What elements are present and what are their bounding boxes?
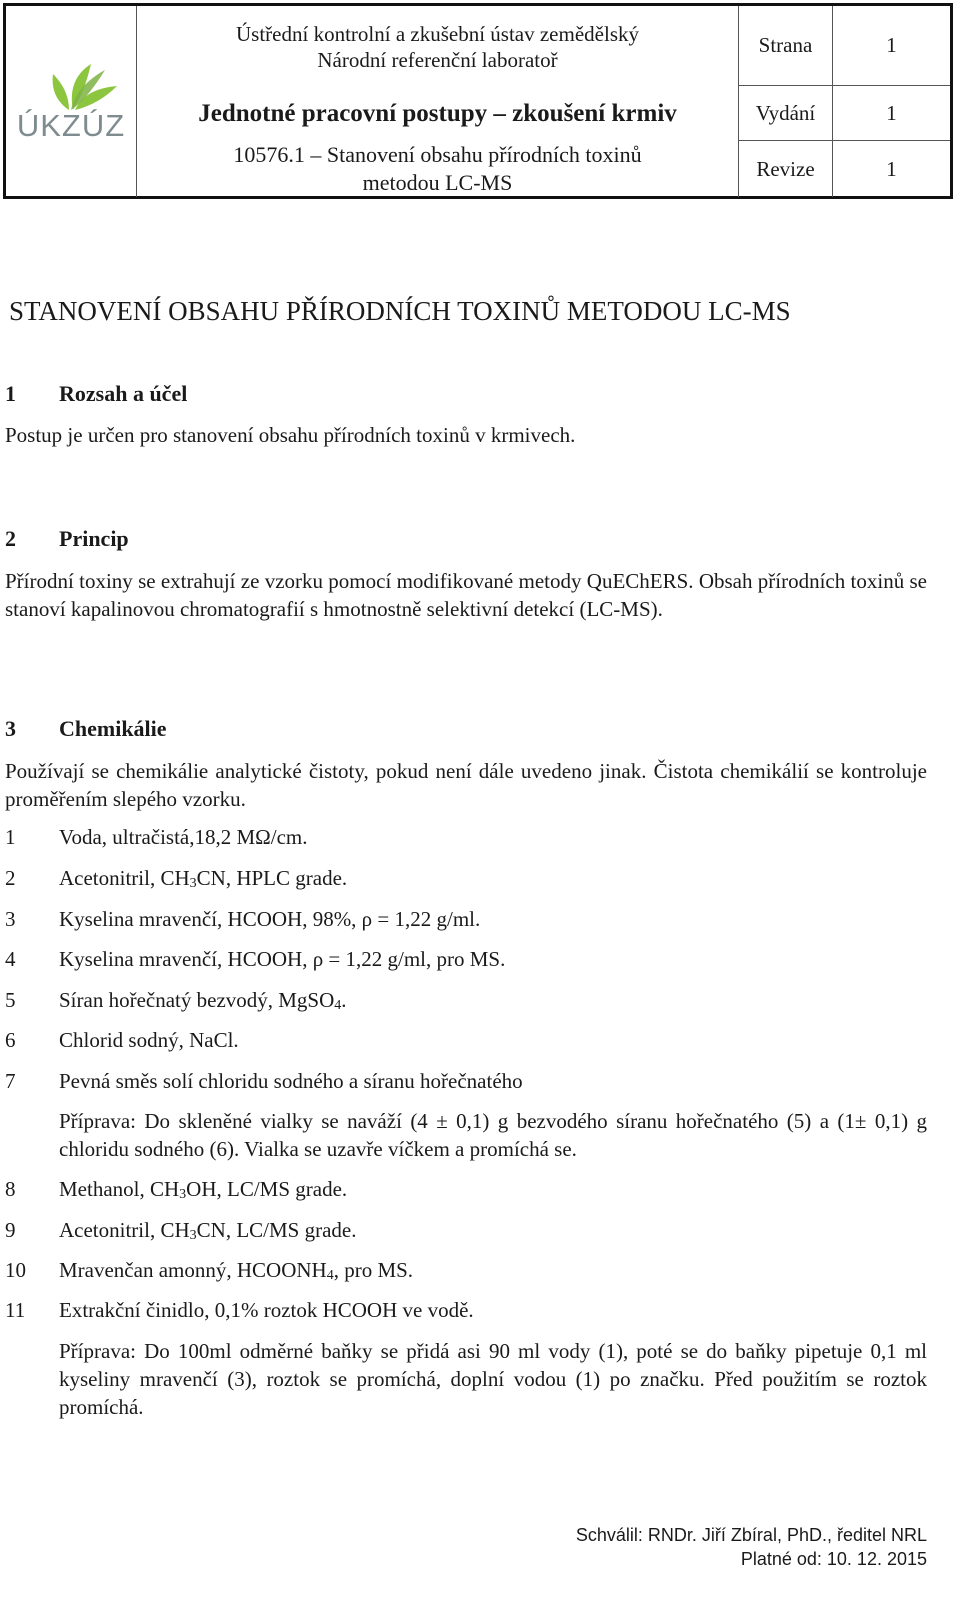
subscript: 4 [334,998,342,1013]
subscript: 3 [189,876,197,891]
item-text: Methanol, CH [59,1177,180,1201]
item-text: Kyselina mravenčí, HCOOH, ρ = 1,22 g/ml, pro MS. [59,947,506,971]
item-number: 5 [5,988,16,1012]
item-text: Acetonitril, CH [59,866,190,890]
section-3-text: Používají se chemikálie analytické čistoty, pokud není dále uvedeno jinak. Čistota chemikálií se kontroluje proměřením slepého vzorku. [5,759,927,811]
preparation-text: Příprava: Do 100ml odměrné baňky se přidá asi 90 ml vody (1), poté se do baňky pipetuje 0,1 ml kyseliny mravenčí (3), roztok se promíchá, doplní vodou (1) po značku. Před použitím se roztok promíchá. [59,1339,927,1419]
subscript: 3 [179,1187,187,1202]
item-text-end: OH, LC/MS grade. [186,1177,348,1201]
item-text-end: , pro MS. [333,1258,414,1282]
item-number: 2 [5,866,16,890]
chemical-item [5,1069,523,1094]
item-number: 7 [5,1069,16,1093]
institution-name [137,6,739,86]
ukzuz-logo [6,6,137,197]
section-2-text: Přírodní toxiny se extrahují ze vzorku pomocí modifikované metody QuEChERS. Obsah přírodních toxinů se stanoví kapalinovou chromatografií s hmotnostně selektivní detekcí (LC-MS). [5,569,927,621]
document-name-line-2: metodou LC-MS [362,170,513,195]
chemical-item [5,1028,239,1053]
document-name-line-1: 10576.1 – Stanovení obsahu přírodních toxinů [233,142,642,167]
chemical-item [5,1218,356,1244]
revize-label: Revize [739,141,833,197]
item-number: 4 [5,947,16,971]
section-number: 1 [5,381,16,406]
item-text: Extrakční činidlo, 0,1% roztok HCOOH ve vodě. [59,1298,474,1322]
item-text: Pevná směs solí chloridu sodného a síranu hořečnatého [59,1069,523,1093]
institution-line-2: Národní referenční laboratoř [317,48,558,72]
chemical-item [5,825,308,850]
chemical-item [5,1177,347,1203]
chemical-item [5,907,480,932]
item-text: Chlorid sodný, NaCl. [59,1028,239,1052]
section-1-text: Postup je určen pro stanovení obsahu přírodních toxinů v krmivech. [5,423,576,447]
item-number: 11 [5,1298,26,1322]
leaf-logo-icon [21,60,121,112]
item-number: 9 [5,1218,16,1242]
strana-value: 1 [833,6,950,86]
section-2-heading [5,526,129,552]
item-text-end: CN, LC/MS grade. [196,1218,357,1242]
item-number: 6 [5,1028,16,1052]
section-number: 2 [5,526,16,551]
item-number: 3 [5,907,16,931]
logo-wordmark: ÚKZÚZ [16,107,126,143]
document-name [137,141,739,197]
item-number: 10 [5,1258,26,1282]
vydani-value: 1 [833,86,950,141]
valid-from: Platné od: 10. 12. 2015 [740,1549,927,1569]
section-title: Chemikálie [59,716,167,741]
item-number: 8 [5,1177,16,1201]
chemical-item [5,947,505,972]
chemical-item [5,866,347,892]
item-text: Kyselina mravenčí, HCOOH, 98%, ρ = 1,22 g/ml. [59,907,481,931]
document-title: STANOVENÍ OBSAHU PŘÍRODNÍCH TOXINŮ METODOU LC-MS [9,296,791,326]
institution-line-1: Ústřední kontrolní a zkušební ústav zemědělský [236,22,639,46]
chemical-item [5,1298,474,1323]
subscript: 4 [326,1268,334,1283]
revize-value: 1 [886,156,897,181]
item-text: Acetonitril, CH [59,1218,190,1242]
preparation-text: Příprava: Do skleněné vialky se naváží (4 ± 0,1) g bezvodého síranu hořečnatého (5) a (1± 0,1) g chloridu sodného (6). Vialka se uzavře víčkem a promíchá se. [59,1109,927,1161]
series-title: Jednotné pracovní postupy – zkoušení krmiv [137,86,739,141]
section-1-heading [5,381,187,407]
item-number: 1 [5,825,16,849]
section-title: Princip [59,526,129,551]
section-3-heading [5,716,167,742]
subscript: 3 [189,1228,197,1243]
item-text: Voda, ultračistá,18,2 MΩ/cm. [59,825,308,849]
section-title: Rozsah a účel [59,381,188,406]
vydani-label: Vydání [739,86,833,141]
approved-by: Schválil: RNDr. Jiří Zbíral, PhD., ředitel NRL [575,1525,927,1545]
item-text: Síran hořečnatý bezvodý, MgSO [59,988,335,1012]
chemical-item [5,988,347,1014]
item-text: Mravenčan amonný, HCOONH [59,1258,327,1282]
section-number: 3 [5,716,16,741]
strana-label: Strana [739,6,833,86]
document-header [3,3,953,199]
chemical-item [5,1258,413,1284]
item-text-end: CN, HPLC grade. [196,866,348,890]
item-text-end: . [341,988,347,1012]
